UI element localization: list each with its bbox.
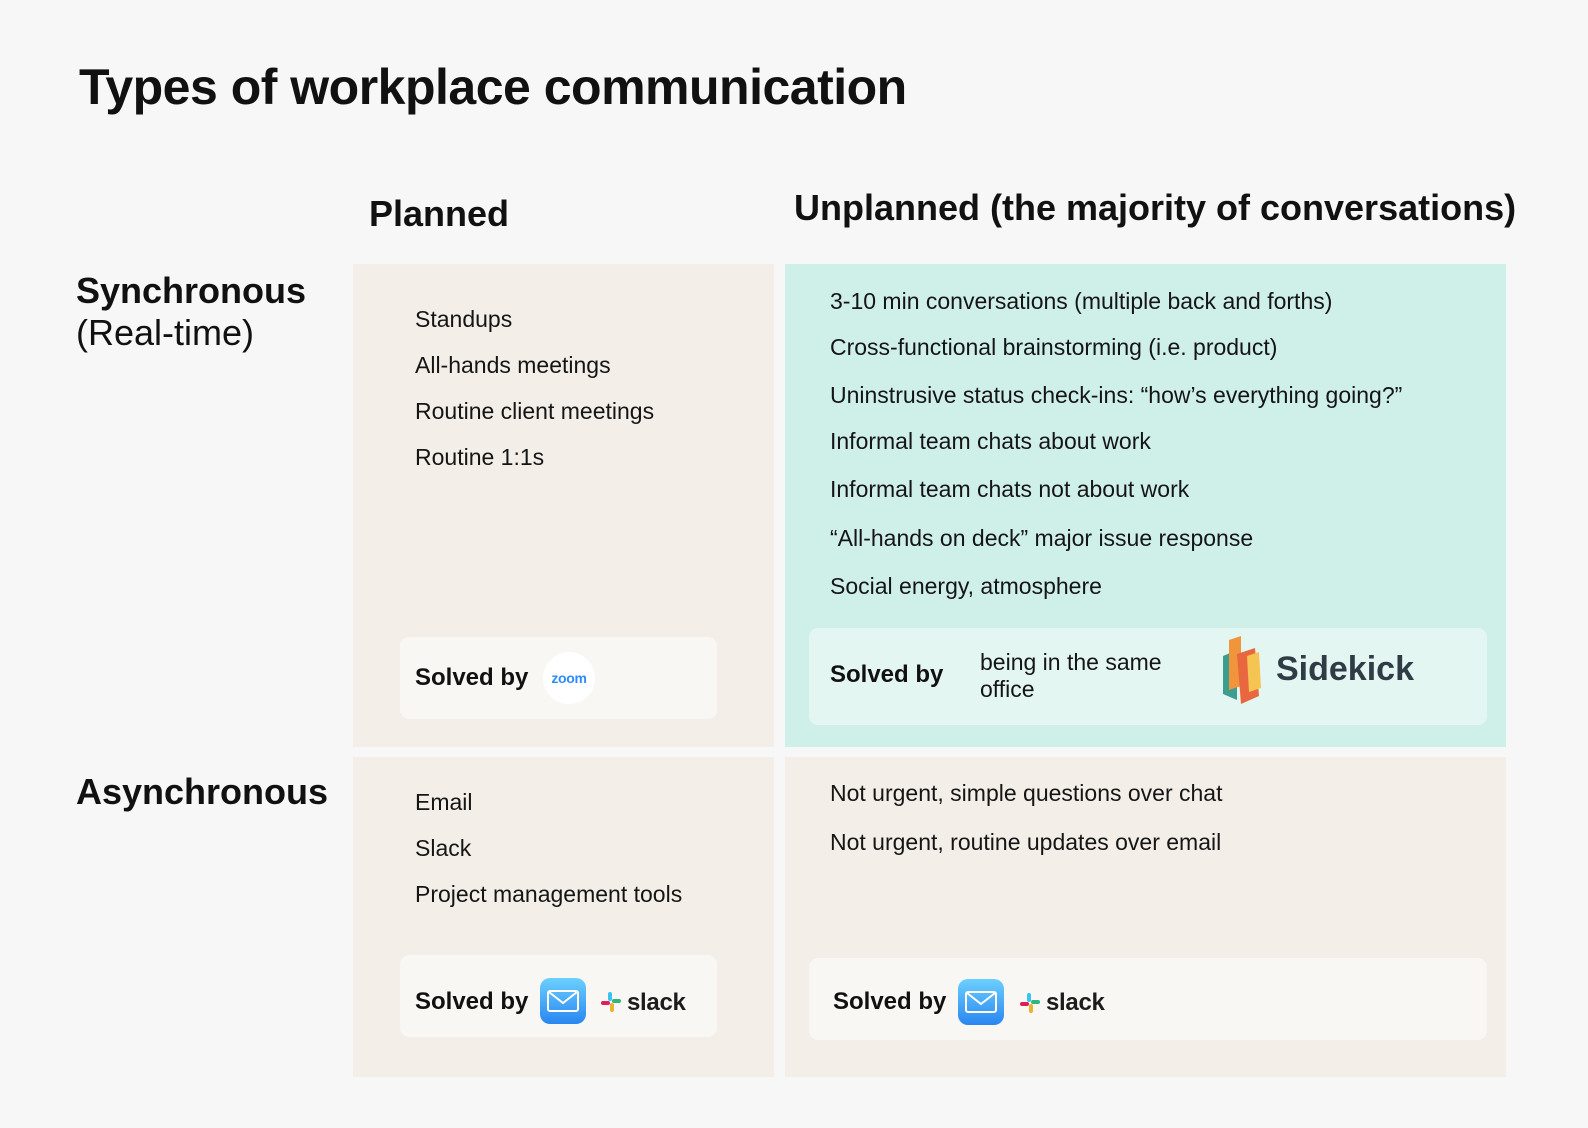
cell-sync-unplanned — [785, 264, 1506, 747]
cell-async-unplanned — [785, 757, 1506, 1077]
list-item: Project management tools — [415, 881, 683, 907]
row-header-synchronous — [76, 270, 306, 354]
sidekick-logo-icon — [1219, 636, 1263, 706]
list-item: Social energy, atmosphere — [830, 573, 1102, 599]
cell-items — [415, 306, 654, 490]
slack-wordmark: slack — [627, 989, 686, 1016]
cell-items — [830, 780, 1222, 878]
column-header-unplanned: Unplanned (the majority of conversations) — [794, 187, 1517, 228]
cell-items — [830, 288, 1402, 619]
solved-by-box — [809, 628, 1487, 725]
solved-by-box — [400, 955, 717, 1037]
list-item: Standups — [415, 306, 513, 332]
list-item: Not urgent, simple questions over chat — [830, 780, 1223, 806]
sidekick-wordmark: Sidekick — [1276, 650, 1414, 688]
mail-icon — [958, 979, 1004, 1025]
row-header-asynchronous: Asynchronous — [76, 771, 329, 812]
list-item: Informal team chats not about work — [830, 476, 1190, 502]
list-item: Not urgent, routine updates over email — [830, 829, 1222, 855]
solved-by-box — [809, 958, 1487, 1040]
solved-by-label: Solved by — [833, 988, 947, 1015]
list-item: Email — [415, 789, 473, 815]
mail-icon — [540, 978, 586, 1024]
solved-by-text: being in the same office — [980, 649, 1162, 702]
solved-by-label: Solved by — [415, 988, 529, 1015]
list-item: 3-10 min conversations (multiple back and forths) — [830, 288, 1333, 314]
solved-by-label: Solved by — [830, 661, 944, 688]
solved-by-box — [400, 637, 717, 719]
list-item: Uninstrusive status check-ins: “how’s everything going?” — [830, 382, 1403, 408]
slack-icon — [1019, 992, 1041, 1014]
list-item: Cross-functional brainstorming (i.e. product) — [830, 334, 1278, 360]
slack-wordmark: slack — [1046, 989, 1105, 1016]
list-item: Routine client meetings — [415, 398, 655, 424]
list-item: Informal team chats about work — [830, 428, 1151, 454]
row-title-synchronous: Synchronous — [76, 270, 307, 311]
list-item: Routine 1:1s — [415, 444, 545, 470]
page-title: Types of workplace communication — [79, 59, 907, 115]
cell-async-planned — [353, 757, 774, 1077]
list-item: Slack — [415, 835, 472, 861]
cell-sync-planned — [353, 264, 774, 747]
list-item: “All-hands on deck” major issue response — [830, 525, 1254, 551]
zoom-logo: zoom — [543, 652, 595, 704]
list-item: All-hands meetings — [415, 352, 611, 378]
row-subtitle-realtime: (Real-time) — [76, 312, 255, 353]
slack-icon — [600, 991, 622, 1013]
column-header-planned: Planned — [369, 193, 510, 234]
solved-by-label: Solved by — [415, 664, 529, 691]
cell-items — [415, 789, 682, 927]
